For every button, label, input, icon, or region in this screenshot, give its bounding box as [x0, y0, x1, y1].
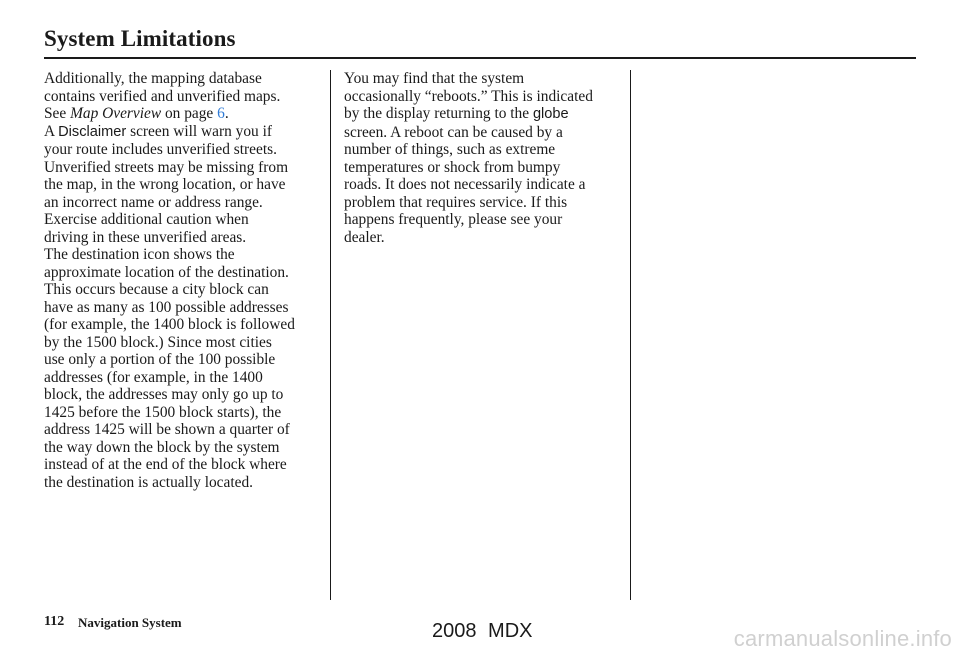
text-line: use only a portion of the 100 possible	[44, 351, 276, 368]
text-line: an incorrect name or address range.	[44, 193, 263, 211]
text-line: temperatures or shock from bumpy	[344, 158, 561, 176]
text-line: A Disclaimer screen will warn you if	[44, 122, 272, 140]
section-label: Navigation System	[78, 615, 182, 630]
screen-name: Disclaimer	[58, 123, 127, 140]
text-line: Additionally, the mapping database	[44, 70, 262, 87]
text-line: have as many as 100 possible addresses	[44, 298, 289, 316]
column-divider	[630, 70, 631, 600]
page-link[interactable]: 6	[217, 105, 225, 122]
column-divider	[330, 70, 331, 600]
text-line: problem that requires service. If this	[344, 193, 568, 211]
page-number: 112	[44, 614, 65, 629]
middle-column	[344, 70, 626, 246]
text-line: See Map Overview on page 6.	[44, 105, 229, 122]
model-label: 2008 MDX	[432, 620, 533, 642]
text-line: dealer.	[344, 228, 385, 246]
text-line: the map, in the wrong location, or have	[44, 176, 286, 193]
text-line: driving in these unverified areas.	[44, 228, 247, 246]
text-line: the destination is actually located.	[44, 473, 253, 491]
text-line: You may find that the system	[344, 70, 525, 87]
text-line: address 1425 will be shown a quarter of	[44, 421, 290, 438]
title-underline	[44, 57, 916, 59]
text-line: (for example, the 1400 block is followed	[44, 316, 295, 333]
left-column	[44, 70, 326, 491]
text-line: by the 1500 block.) Since most cities	[44, 333, 272, 351]
page-title: System Limitations	[44, 26, 236, 51]
text-line: roads. It does not necessarily indicate a	[344, 176, 586, 193]
text-line: occasionally “reboots.” This is indicated	[344, 87, 593, 105]
text-line: This occurs because a city block can	[44, 281, 269, 298]
text-line: Exercise additional caution when	[44, 211, 249, 228]
text-line: happens frequently, please see your	[344, 211, 563, 228]
text-line: The destination icon shows the	[44, 246, 235, 263]
text-line: contains verified and unverified maps.	[44, 87, 281, 105]
text-line: by the display returning to the globe	[344, 105, 569, 122]
text-line: your route includes unverified streets.	[44, 141, 277, 158]
site-watermark: carmanualsonline.info	[733, 626, 952, 651]
cross-reference-title: Map Overview	[70, 105, 162, 122]
text-line: screen. A reboot can be caused by a	[344, 123, 563, 141]
text-line: Unverified streets may be missing from	[44, 158, 289, 176]
text-line: the way down the block by the system	[44, 438, 280, 456]
text-line: addresses (for example, in the 1400	[44, 368, 263, 386]
text-line: 1425 before the 1500 block starts), the	[44, 403, 282, 421]
text-line: number of things, such as extreme	[344, 141, 556, 158]
screen-name: globe	[532, 106, 569, 122]
text-line: approximate location of the destination.	[44, 263, 289, 281]
text-line: block, the addresses may only go up to	[44, 386, 284, 403]
text-line: instead of at the end of the block where	[44, 456, 287, 473]
